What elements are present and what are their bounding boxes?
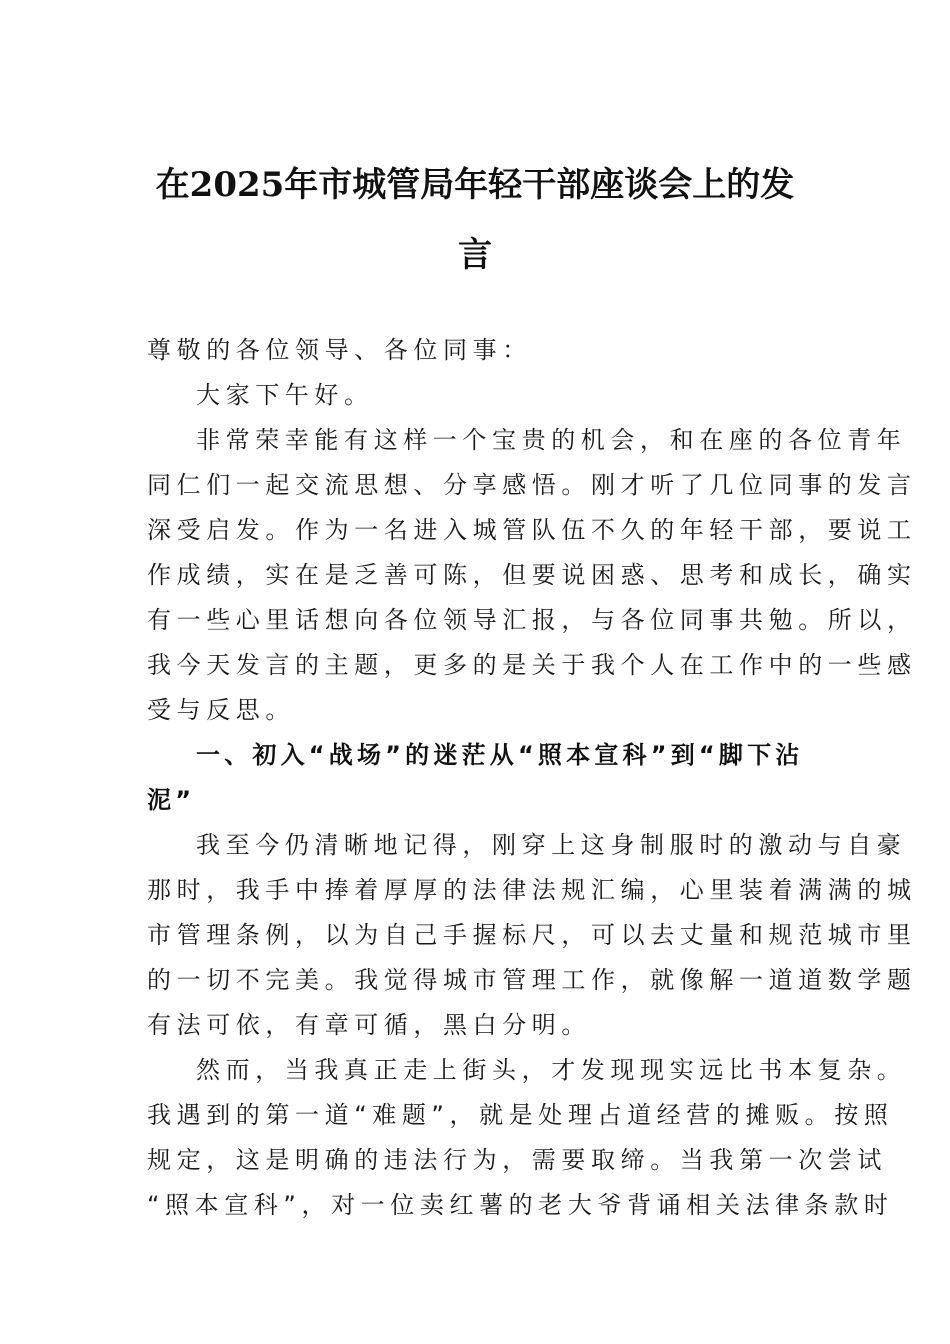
body-line: 规定，这是明确的违法行为，需要取缔。当我第一次尝试 [147, 1146, 887, 1174]
body-line: 同仁们一起交流思想、分享感悟。刚才听了几位同事的发言 [147, 471, 917, 499]
body-line: 有一些心里话想向各位领导汇报，与各位同事共勉。所以， [147, 606, 917, 634]
body-line: 我今天发言的主题，更多的是关于我个人在工作中的一些感 [147, 651, 917, 679]
body-line: 市管理条例，以为自己手握标尺，可以去丈量和规范城市里 [147, 921, 917, 949]
greeting: 大家下午好。 [196, 381, 374, 409]
body-line: 有法可依，有章可循，黑白分明。 [147, 1011, 591, 1039]
document-title-line-1: 在2025年市城管局年轻干部座谈会上的发 [155, 165, 795, 205]
body-line: 深受启发。作为一名进入城管队伍不久的年轻干部，要说工 [147, 516, 917, 544]
salutation: 尊敬的各位领导、各位同事： [147, 336, 532, 364]
body-line: “照本宣科”，对一位卖红薯的老大爷背诵相关法律条款时 [147, 1191, 894, 1219]
body-line: 作成绩，实在是乏善可陈，但要说困惑、思考和成长，确实 [147, 561, 917, 589]
section-heading-cont: 泥” [147, 786, 196, 814]
body-line: 的一切不完美。我觉得城市管理工作，就像解一道道数学题 [147, 966, 917, 994]
body-line: 非常荣幸能有这样一个宝贵的机会，和在座的各位青年 [196, 426, 907, 454]
body-line: 受与反思。 [147, 696, 295, 724]
body-line: 我遇到的第一道“难题”，就是处理占道经营的摊贩。按照 [147, 1101, 894, 1129]
document-title-line-2: 言 [458, 235, 492, 275]
section-heading: 一、初入“战场”的迷茫从“照本宣科”到“脚下沾 [196, 741, 804, 769]
body-line: 我至今仍清晰地记得，刚穿上这身制服时的激动与自豪 [196, 831, 907, 859]
body-line: 然而，当我真正走上街头，才发现现实远比书本复杂。 [196, 1056, 907, 1084]
body-line: 那时，我手中捧着厚厚的法律法规汇编，心里装着满满的城 [147, 876, 917, 904]
